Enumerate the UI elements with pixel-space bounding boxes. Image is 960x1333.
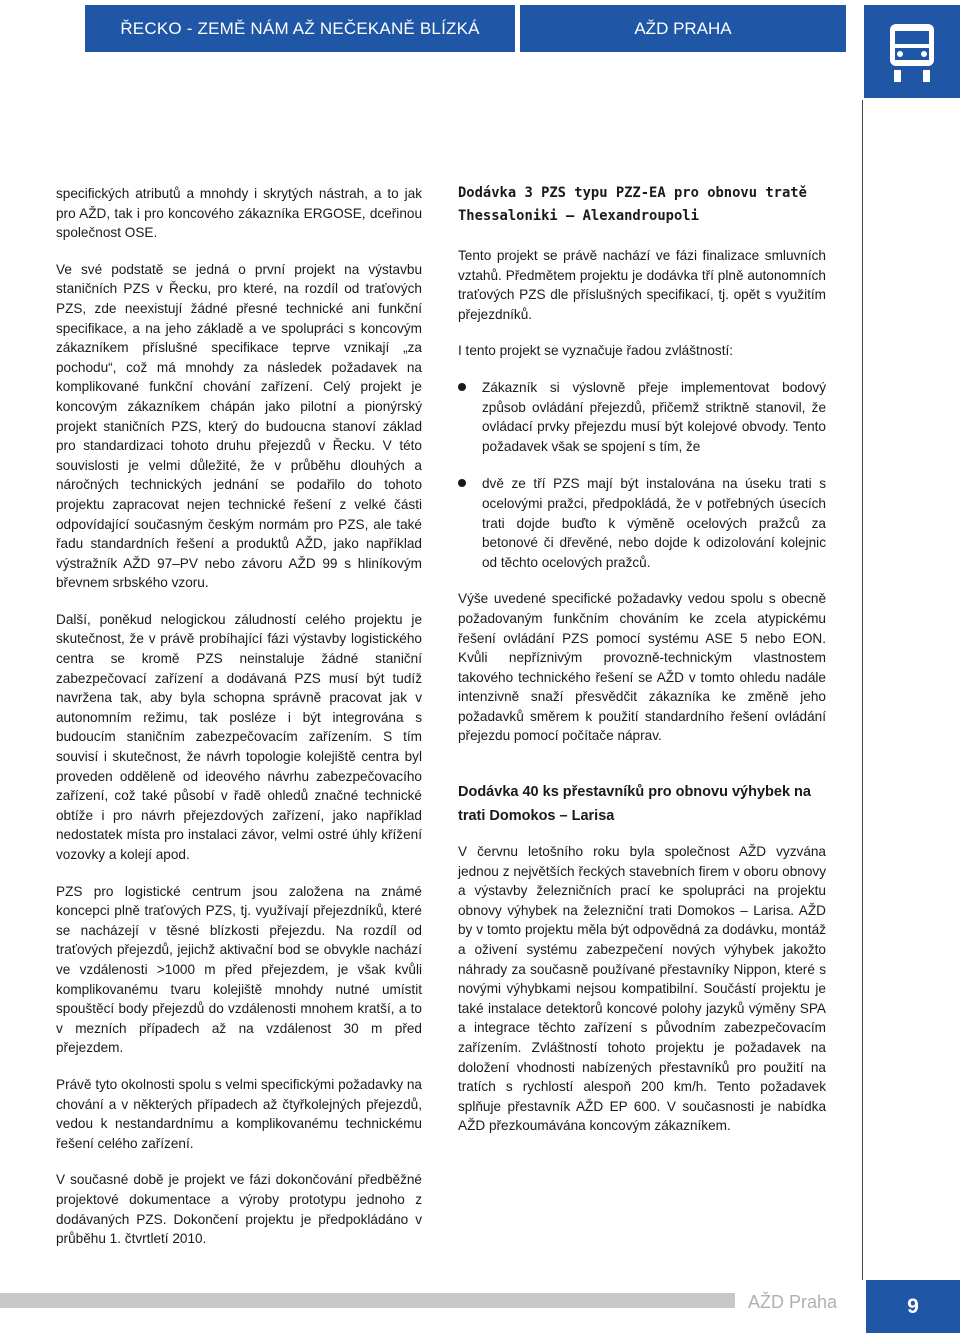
right-intro-paragraph: Tento projekt se právě nachází ve fázi finalizace smluvních vztahů. Předmětem projektu je dodávka tří plně autonomních traťových PZS dle příslušných specifikací, tj. opět s využitím přejezdníků. <box>458 248 826 322</box>
train-icon <box>886 22 938 84</box>
left-paragraph-2: Ve své podstatě se jedná o první projekt na výstavbu staničních PZS v Řecku, pro které, na rozdíl od traťových PZS, zde neexistují žádné přesné technické ani funkční specifikace, a na jeho základě a ve spolupráci s koncovým zákazníkem příslušné specifikace teprve vznikají „za pochodu“, což má mnohdy za následek požadavek na komplikované funkční chování zařízení. Celý projekt je koncovým zákazníkem chápán jako pilotní a pionýrský projekt staničních PZS, který do budoucna stanoví základ pro standardizaci tohoto druhu přejezdů v Řecku. V této souvislosti je velmi důležité, že v průběhu dlouhých a náročných technických jednání se podařilo do tohoto projektu zapracovat nejen technické řešení z velké části odpovídající současným českým normám pro PZS, ale také řadu standardních řešení a produktů AŽD, jako například výstražník AŽD 97–PV nebo závoru AŽD 99 s hliníkovým břevnem srbského vzoru. <box>56 261 422 591</box>
right-paragraph-2: Výše uvedené specifické požadavky vedou spolu s obecně požadovaným funkčním chováním ke zcela atypickému řešení ovládání PZS pomocí systému ASE 5 nebo EON. Kvůli nepříznivým provozně-technickým vlastnostem takového technického řešení se AŽD v tomto ohledu nadále intenzivně snaží přesvědčit zákazníka ke změně jeho požadavků směrem k použití standardního řešení ovládání přejezdu pomocí počítače náprav. <box>458 591 826 744</box>
features-lead: I tento projekt se vyznačuje řadou zvláštností: <box>458 343 734 359</box>
list-item-text: dvě ze tří PZS mají být instalována na úseku trati s ocelovými pražci, předpokládá, že v potřebných úsecích trati dojde buďto k výměně ocelových pražců za betonové či dřevěné, nebo dojde k odizolování kolejnic od těchto ocelových pražců. <box>482 476 826 570</box>
column-divider <box>862 100 863 1280</box>
bullet-icon <box>458 479 466 487</box>
page-number-badge <box>866 1280 960 1333</box>
right-column <box>458 182 826 1153</box>
bullet-icon <box>458 383 466 391</box>
section-heading-pzz-ea: Dodávka 3 PZS typu PZZ-EA pro obnovu tratě Thessaloniki – Alexandroupoli <box>458 185 807 224</box>
section-heading-prestavniky: Dodávka 40 ks přestavníků pro obnovu výhybek na trati Domokos – Larisa <box>458 784 811 825</box>
left-column <box>56 184 422 1266</box>
left-paragraph-4: PZS pro logistické centrum jsou založena na známé koncepci plně traťových PZS, tj. využívají přejezdníků, které se nacházejí v těsné blízkosti přejezdu. Na rozdíl od traťových přejezdů, jejichž aktivační bod se obvykle nachází ve vzdálenosti >1000 m před přejezdem, je však kvůli komplikovanému tvaru kolejiště mnohdy nutné umístit spouštěcí body přejezdů do vzdálenosti mnohem kratší, a to v mezních případech až na vzdálenost 30 m před přejezdem. <box>56 883 422 1056</box>
features-list <box>458 378 826 572</box>
list-item-text: Zákazník si výslovně přeje implementovat bodový způsob ovládání přejezdů, přičemž striktně stanovil, že ovládací prvky přejezdu musí být kolejové obvody. Tento požadavek však se spojení s tím, že <box>482 379 826 454</box>
footer-brand: AŽD Praha <box>748 1292 838 1312</box>
list-item <box>458 378 826 456</box>
left-paragraph-1: specifických atributů a mnohdy i skrytých nástrah, a to jak pro AŽD, tak i pro koncového zákazníka ERGOSE, dceřinou společnost OSE. <box>56 186 422 241</box>
left-paragraph-6: V současné době je projekt ve fázi dokončování předběžné projektové dokumentace a výroby prototypu jednoho z dodávaných PZS. Dokončení projektu je předpokládáno v průběhu 1. čtvrtletí 2010. <box>56 1172 422 1247</box>
left-paragraph-3: Další, poněkud nelogickou záludností celého projektu je skutečnost, že v právě probíhající fázi výstavby logistického centra se kromě PZS neinstaluje žádné staniční zabezpečovací zařízení a dodávaná PZS musí být tudíž navržena tak, aby byla schopna správně pracovat jak v autonomním režimu, tak posléze i být integrována s budoucím staničním zabezpečovacím zařízením. S tím souvisí i skutečnost, že návrh topologie kolejiště centra byl proveden odděleně od ideového návrhu zabezpečovacího zařízení, což také působí v řadě ohledů značné technické obtíže i pro návrh přejezdových zařízení, jako například nedostatek místa pro instalaci závor, velmi ostré úhly křížení vozovky a kolejí apod. <box>56 611 422 862</box>
header-section-title <box>85 5 515 52</box>
left-paragraph-5: Právě tyto okolnosti spolu s velmi specifickými požadavky na chování a v některých případech až čtyřkolejných přejezdů, vedou k nestandardnímu a komplikovanému technickému řešení celého zařízení. <box>56 1076 422 1151</box>
header-logo-block <box>864 5 960 98</box>
header-company-banner <box>520 5 846 52</box>
header-left-title: ŘECKO - ZEMĚ NÁM AŽ NEČEKANĚ BLÍZKÁ <box>120 18 480 38</box>
footer-bar <box>0 1293 735 1308</box>
list-item <box>458 474 826 572</box>
page-number: 9 <box>907 1294 919 1318</box>
right-paragraph-3: V červnu letošního roku byla společnost AŽD vyzvána jednou z největších řeckých stavebních firem v oboru obnovy a výstavby železničních prací ke spolupráci na projektu obnovy výhybek na železniční trati Domokos – Larisa. AŽD by v tomto projektu měla být odpovědná za dodávku, montáž a oživení systému zabezpečení nových výhybek jakožto náhrady za současně používané přestavníky Nippon, které s novými výhybkami nejsou kompatibilní. Součástí projektu je také instalace detektorů koncové polohy jazyků výměny SPA a integrace těchto zařízení s původním zabezpečovacím zařízením. Zvláštností tohoto projektu je požadavek na doložení vhodnosti nabízených přestavníků pro použití na tratích s rychlostí alespoň 200 km/h. Tento požadavek splňuje přestavník AŽD EP 600. V současnosti je nabídka AŽD přezkoumávána koncovým zákazníkem. <box>458 844 826 1134</box>
header-right-title: AŽD PRAHA <box>634 18 732 38</box>
